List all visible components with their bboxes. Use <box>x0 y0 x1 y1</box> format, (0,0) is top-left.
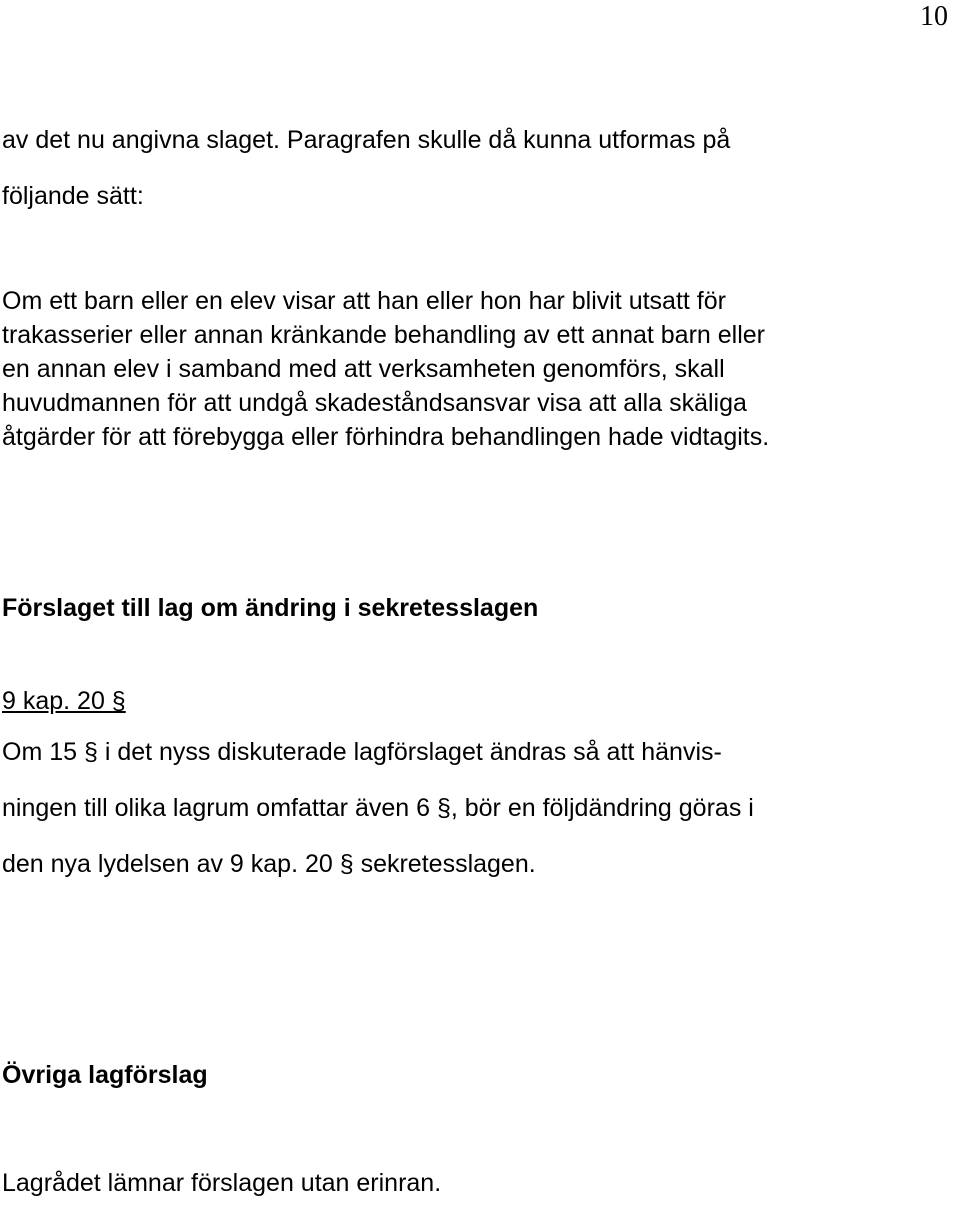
paragraph-line: ningen till olika lagrum omfattar även 6 §, bör en följdändring göras i <box>2 794 754 822</box>
quote-line: huvudmannen för att undgå skadeståndsansvar visa att alla skäliga <box>2 389 747 417</box>
closing-statement: Lagrådet lämnar förslagen utan erinran. <box>2 1169 442 1197</box>
intro-line: följande sätt: <box>2 182 144 210</box>
section-heading-ovriga: Övriga lagförslag <box>2 1061 208 1089</box>
paragraph-line: den nya lydelsen av 9 kap. 20 § sekretesslagen. <box>2 850 536 878</box>
sekretesslagen-paragraph <box>2 724 754 892</box>
chapter-reference: 9 kap. 20 § <box>2 687 126 715</box>
intro-line: av det nu angivna slaget. Paragrafen skulle då kunna utformas på <box>2 126 731 154</box>
quote-line: trakasserier eller annan kränkande behandling av ett annat barn eller <box>2 321 765 349</box>
proposed-paragraph-text <box>2 284 769 454</box>
quote-line: åtgärder för att förebygga eller förhindra behandlingen hade vidtagits. <box>2 423 770 451</box>
intro-paragraph <box>2 112 730 224</box>
paragraph-line: Om 15 § i det nyss diskuterade lagförslaget ändras så att hänvis- <box>2 738 722 766</box>
quote-line: Om ett barn eller en elev visar att han eller hon har blivit utsatt för <box>2 287 726 315</box>
page-number: 10 <box>920 1 948 32</box>
quote-line: en annan elev i samband med att verksamheten genomförs, skall <box>2 355 725 383</box>
section-heading-sekretesslagen: Förslaget till lag om ändring i sekretesslagen <box>2 594 539 622</box>
